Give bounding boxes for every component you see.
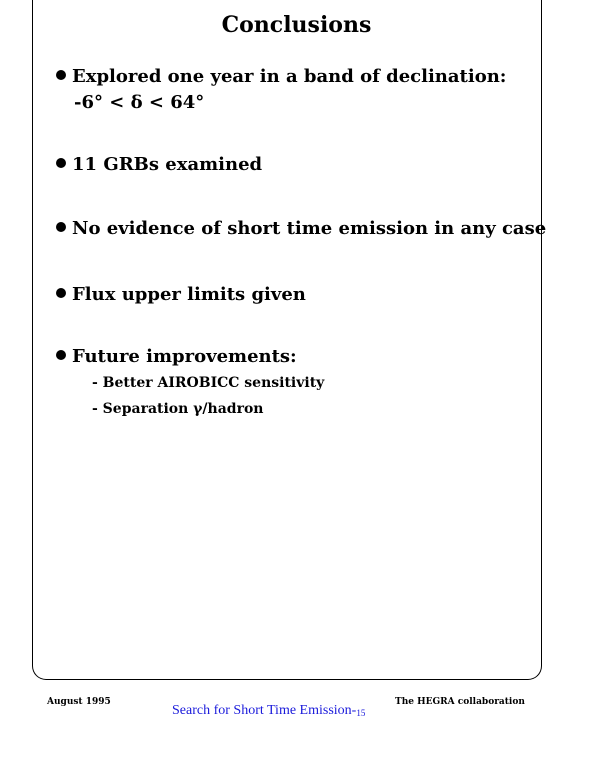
- bullet-dot-icon: [56, 222, 66, 232]
- bullet-dot-icon: [56, 70, 66, 80]
- bullet-no-evidence: [56, 216, 546, 242]
- footer-page-number: 15: [356, 708, 366, 718]
- bullet-text: Flux upper limits given: [72, 284, 306, 305]
- bullet-text: Future improvements:: [72, 346, 297, 367]
- bullet-grbs: [56, 152, 262, 178]
- bullet-text: 11 GRBs examined: [72, 154, 263, 175]
- subitem-separation: - Separation γ/hadron: [92, 401, 264, 417]
- bullet-flux-limits: [56, 282, 306, 308]
- bullet-dot-icon: [56, 288, 66, 298]
- bullet-future: [56, 344, 297, 370]
- footer-talk-title: [172, 703, 365, 719]
- bullet-dot-icon: [56, 158, 66, 168]
- footer-date: August 1995: [47, 697, 111, 707]
- footer-talk-title-text: Search for Short Time Emission-: [172, 703, 357, 718]
- bullet-dot-icon: [56, 350, 66, 360]
- slide-title: Conclusions: [221, 12, 372, 38]
- bullet-text: No evidence of short time emission in any case: [72, 218, 547, 239]
- bullet-text: Explored one year in a band of declination:: [72, 66, 507, 87]
- bullet-text-continued: -6° < δ < 64°: [74, 92, 205, 113]
- subitem-airobicc: - Better AIROBICC sensitivity: [92, 375, 325, 391]
- footer-collaboration: The HEGRA collaboration: [395, 697, 525, 707]
- bullet-declination: [56, 64, 506, 116]
